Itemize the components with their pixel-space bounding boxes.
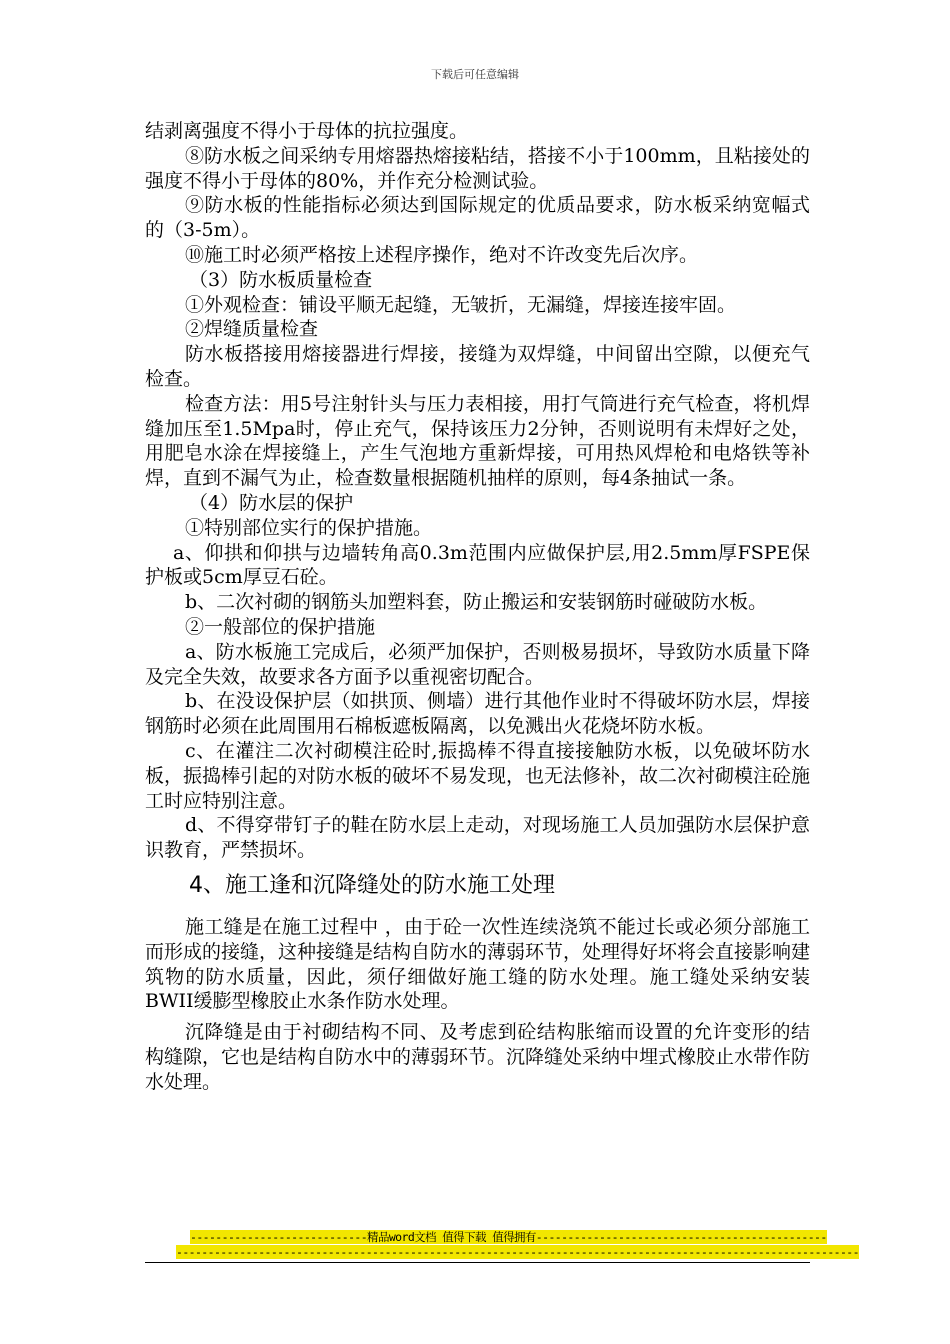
paragraph: ⑧防水板之间采纳专用熔器热熔接粘结，搭接不小于100mm，且粘接处的强度不得小于母体的80%，并作充分检测试验。 <box>145 144 810 192</box>
paragraph: c、在灌注二次衬砌模注砼时,振捣棒不得直接接触防水板，以免破坏防水板，振捣棒引起的对防水板的破坏不易发现，也无法修补，故二次衬砌模注砼施工时应特别注意。 <box>145 739 811 812</box>
paragraph: d、不得穿带钉子的鞋在防水层上走动，对现场施工人员加强防水层保护意识教育，严禁损坏。 <box>145 814 810 862</box>
footer-banner-line-1: ----------------------------精品word文档 值得下载 值得拥有---------------------------------------------- <box>190 1230 827 1244</box>
paragraph: ②一般部位的保护措施 <box>185 615 376 638</box>
paragraph: 检查方法：用5号注射针头与压力表相接，用打气筒进行充气检查，将机焊缝加压至1.5Mpa时，停止充气，保持该压力2分钟，否则说明有未焊好之处，用肥皂水涂在焊接缝上，产生气泡地方重新焊接，可用热风焊枪和电烙铁等补焊，直到不漏气为止，检查数量根据随机抽样的原则，每4条抽试一条。 <box>145 392 810 490</box>
paragraph: 防水板搭接用熔接器进行焊接，接缝为双焊缝，中间留出空隙，以便充气检查。 <box>145 343 810 390</box>
paragraph: ⑨防水板的性能指标必须达到国际规定的优质品要求，防水板采纳宽幅式的（3-5m）。 <box>145 194 810 242</box>
paragraph: （4）防水层的保护 <box>189 491 354 514</box>
paragraph: ①特别部位实行的保护措施。 <box>185 516 433 539</box>
paragraph: 沉降缝是由于衬砌结构不同、及考虑到砼结构胀缩而设置的允许变形的结构缝隙，它也是结构自防水中的薄弱环节。沉降缝处采纳中埋式橡胶止水带作防水处理。 <box>145 1021 811 1093</box>
paragraph: ①外观检查：铺设平顺无起缝，无皱折，无漏缝，焊接连接牢固。 <box>185 293 737 316</box>
paragraph: a、仰拱和仰拱与边墙转角高0.3m范围内应做保护层,用2.5mm厚FSPE保护板或5cm厚豆石砼。 <box>145 541 810 589</box>
paragraph: 施工缝是在施工过程中 ，由于砼一次性连续浇筑不能过长或必须分部施工而形成的接缝，这种接缝是结构自防水的薄弱环节，处理得好坏将会直接影响建筑物的防水质量，因此，须仔细做好施工缝的防水处理。施工缝处采纳安装BWII缓膨型橡胶止水条作防水处理。 <box>145 915 811 1013</box>
section-heading: 4、施工逢和沉降缝处的防水施工处理 <box>189 872 555 898</box>
paragraph: b、在没设保护层（如拱顶、侧墙）进行其他作业时不得破坏防水层，焊接钢筋时必须在此周围用石棉板遮板隔离，以免溅出火花烧坏防水板。 <box>145 690 810 738</box>
document-body <box>145 119 810 1094</box>
paragraph: ⑩施工时必须严格按上述程序操作，绝对不许改变先后次序。 <box>185 243 699 266</box>
footer-rule <box>145 1262 810 1263</box>
paragraph: 结剥离强度不得小于母体的抗拉强度。 <box>145 120 469 142</box>
paragraph: a、防水板施工完成后，必须严加保护，否则极易损坏，导致防水质量下降及完全失效，故要求各方面予以重视密切配合。 <box>145 640 810 688</box>
paragraph: ②焊缝质量检查 <box>185 318 319 341</box>
footer-banner-line-2: ------------------------------------------------------------------------------------------------------------ <box>176 1245 859 1259</box>
paragraph: b、二次衬砌的钢筋头加塑料套，防止搬运和安装钢筋时碰破防水板。 <box>185 591 768 614</box>
paragraph: （3）防水板质量检查 <box>189 268 373 291</box>
page-header: 下载后可任意编辑 <box>431 68 519 81</box>
